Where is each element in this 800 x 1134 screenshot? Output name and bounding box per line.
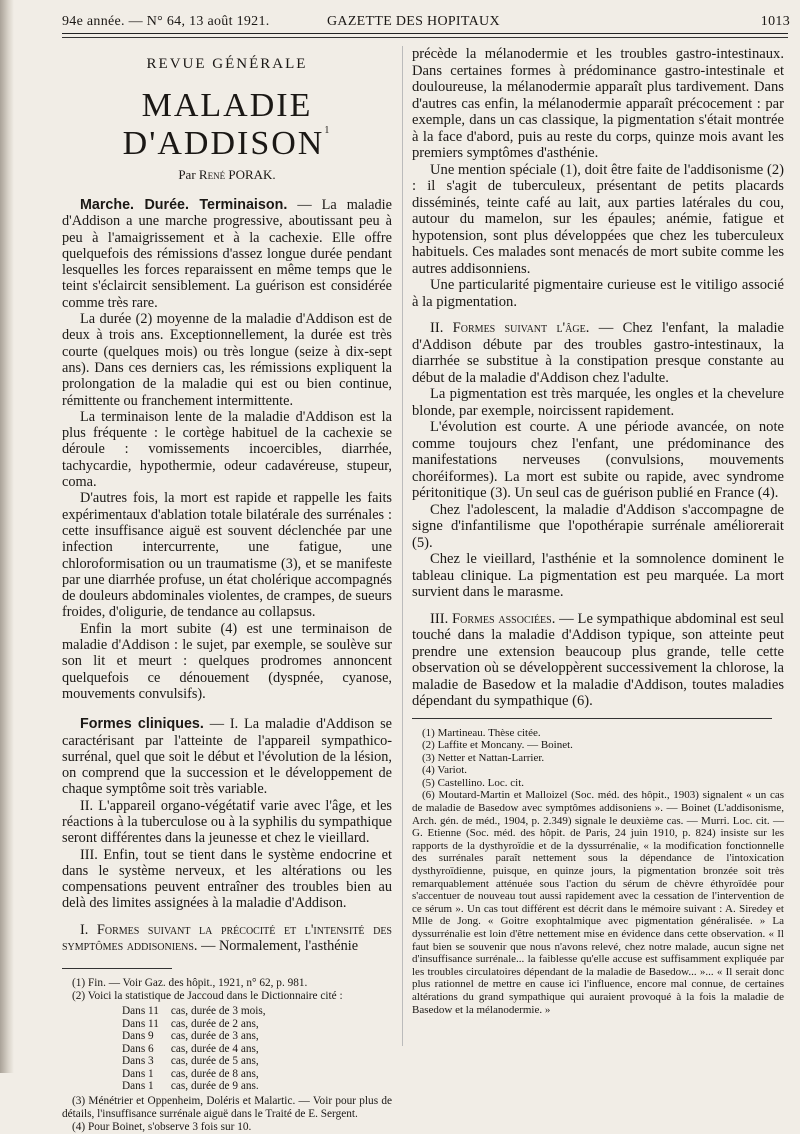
page-number: 1013	[760, 14, 790, 29]
paragraph: L'évolution est courte. A une période avancée, on note comme toujours chez l'enfant, une prédominance des manifestations nerveuses (convulsions, mouvements choréiformes). La mort est subite ou rapide, avec syndrome péritonitique (3). Un seul cas de guérison publié en France (4).	[412, 419, 784, 501]
footnote: (3) Netter et Nattan-Larrier.	[422, 751, 545, 764]
stat-row: Dans 1 cas, durée de 8 ans,	[122, 1067, 259, 1080]
paragraph: La pigmentation est très marquée, les ongles et la chevelure blonde, par exemple, noircissent rapidement.	[412, 386, 784, 419]
byline: Par René PORAK.	[178, 167, 276, 182]
footnote: (6) Moutard-Martin et Malloizel (Soc. méd. des hôpit., 1903) signalent « un cas de maladie de Basedow avec symptômes addisoniens ». — Boinet (L'addisonisme, Arch. gén. de méd., 1904, p. 2.349) signale le deuxième cas. — Murri. Loc. cit. — G. Etienne (Soc. méd. des hôpit. de Paris, 24 juin 1910, p. 824) insiste sur les rapports de la dysthyroïdie et de la dyssurrénalie, « la modification fonctionnelle des surrénales paraît nettement sous la dépendance de l'intoxication dysthyroïdienne, puisque, en quinze jours, la pigmentation bronzée soit très remarquablement atténuée sous l'action du sérum de chèvre éthyroïdée pour s'accentuer de nouveau tout aussi rapidement avec la cessation de l'intervention de ce sérum ». Un cas tout différent est décrit dans le mémoire suivant : A. Siredey et Mlle de Jong. « Goitre exophtalmique avec pigmentation généralisée. » La dyssurrénalie est loin d'être nettement mise en évidence dans cette observation. « Il faut bien se souvenir que nous n'avons relevé, chez notre malade, aucun signe net d'insuffisance surrénale... la faiblesse qu'elle accuse est suffisamment expliquée par les troubles circulatoires dépendant de la maladie de Basedow... »... « Il serait donc plus rationnel de mettre en cause ici l'influence, encore mal connue, de certaines altérations du grand sympathique qui auraient provoqué à la fois la maladie de Basedow et la mélanodermie. »	[412, 789, 784, 1016]
subsection-heading: II. Formes suivant l'âge.	[430, 320, 590, 336]
column-divider	[402, 46, 403, 1046]
issue-info: 94e année. — N° 64, 13 août 1921.	[62, 14, 270, 29]
subsection-heading: I. Formes suivant la précocité et l'intensité des symptômes addisoniens.	[62, 921, 392, 955]
footnote: (3) Ménétrier et Oppenheim, Doléris et Malartic. — Voir pour plus de détails, l'insuffisance surrénale aiguë dans le Traité de E. Sergent.	[62, 1094, 392, 1120]
paragraph: I. Formes suivant la précocité et l'intensité des symptômes addisoniens. — Normalement, l'asthénie	[62, 921, 392, 955]
paragraph-lead: Marche. Durée. Terminaison.	[80, 197, 288, 213]
paragraph: D'autres fois, la mort est rapide et rappelle les faits expérimentaux d'ablation totale bilatérale des surrénales : cette insuffisance aiguë est souvent déclenchée par une infection intercurrente, une fatigue, une chloroformisation ou un traumatisme (3), et se manifeste par une diarrhée profuse, un état cholérique accompagnés de douleurs abdominales violentes, de crampes, de sueurs froides, d'oligurie, de tendance au collapsus.	[62, 490, 392, 621]
stat-row: Dans 6 cas, durée de 4 ans,	[122, 1042, 259, 1055]
header-rule-thin	[62, 37, 788, 38]
footnote: (1) Fin. — Voir Gaz. des hôpit., 1921, n° 62, p. 981.	[72, 977, 308, 990]
paragraph: Chez l'adolescent, la maladie d'Addison s'accompagne de signe d'infantilisme que l'opothérapie surrénale améliorerait (5).	[412, 501, 784, 551]
footnote: (4) Pour Boinet, s'observe 3 fois sur 10.	[72, 1120, 252, 1133]
right-column	[412, 46, 784, 1016]
paragraph: III. Enfin, tout se tient dans le système endocrine et dans le système nerveux, et les altérations ou les compensations peuvent entraîner des troubles bien au delà des limites assignées à la maladie d'Addison.	[62, 846, 392, 912]
paragraph: Formes cliniques. — I. La maladie d'Addison se caractérisant par l'atteinte de l'appareil sympathico-surrénal, quel que soit le début et l'évolution de la lésion, on comprend que la succession et le développement de chaque symptôme soit très variable.	[62, 716, 392, 798]
footnote-rule	[62, 968, 172, 969]
page-spine-shadow	[0, 0, 14, 1073]
paragraph: Marche. Durée. Terminaison. — La maladie d'Addison a une marche progressive, aboutissant peu à peu à l'amaigrissement et à la cachexie. Elle offre quelquefois des rémissions d'assez longue durée pendant lesquelles les forces reparaissent en même temps que le teint s'éclaircit sensiblement. La guérison est considérée comme très rare.	[62, 197, 392, 311]
running-header	[62, 10, 790, 32]
paragraph: Enfin la mort subite (4) est une terminaison de maladie d'Addison : le sujet, par exemple, se soulève sur son lit et meurt : quelques prodromes annoncent quelquefois ce dénouement (dyspnée, cyanose, mouvements convulsifs).	[62, 620, 392, 702]
author-name: René PORAK.	[198, 167, 276, 182]
paragraph: précède la mélanodermie et les troubles gastro-intestinaux. Dans certaines formes à prédominance gastro-intestinale et douloureuse, la mélanodermie apparaît plus tardivement. Dans d'autres cas enfin, la mélanodermie apparaît précocement : par exemple, dans un cas classique, la pigmentation s'était montrée à la face d'abord, puis au reste du corps, quinze mois avant les premiers symptômes d'asthénie.	[412, 46, 784, 161]
paragraph: Une mention spéciale (1), doit être faite de l'addisonisme (2) : il s'agit de tuberculeux, présentant de petits placards disséminés, teinte café au lait, aux parties latérales du cou, autour du mamelon, sur les épaules; anémie, fatigue et hypotension, sont plus développées que chez les tuberculeux habituels. Ces malades sont menacés de mort subite comme les autres addisonniens.	[412, 161, 784, 277]
paragraph: Chez le vieillard, l'asthénie et la somnolence dominent le tableau clinique. La pigmentation est peu marquée. La mort survient dans le marasme.	[412, 551, 784, 600]
footnote: (2) Laffite et Moncany. — Boinet.	[422, 739, 573, 752]
stat-row: Dans 11 cas, durée de 3 mois,	[122, 1005, 266, 1018]
article-title: MALADIE D'ADDISON$^1$	[122, 87, 332, 162]
journal-name: GAZETTE DES HOPITAUX	[327, 14, 500, 29]
paragraph: Une particularité pigmentaire curieuse est le vitiligo associé à la pigmentation.	[412, 277, 784, 310]
paragraph: La terminaison lente de la maladie d'Addison est la plus fréquente : le cortège habituel de la cachexie se déroule : vomissements incoercibles, diarrhée, tachycardie, hypothermie, odeur cadavéreuse, stupeur, coma.	[62, 408, 392, 491]
footnote-rule	[412, 718, 772, 719]
stat-row: Dans 9 cas, durée de 3 ans,	[122, 1030, 259, 1043]
paragraph: La durée (2) moyenne de la maladie d'Addison est de deux à trois ans. Exceptionnellement, la durée est très courte (quelques mois) ou très longue (seize à dix-sept ans). Dans ces derniers cas, les rémissions expliquent la prolongation de la maladie qui est ou bien continue, rémittente ou franchement intermittente.	[62, 311, 392, 409]
subsection-heading: III. Formes associées.	[430, 610, 556, 627]
left-column	[62, 46, 392, 1134]
section-heading: REVUE GÉNÉRALE	[146, 56, 308, 72]
footnote: (5) Castellino. Loc. cit.	[422, 776, 525, 789]
paragraph: II. L'appareil organo-végétatif varie avec l'âge, et les réactions à la tuberculose ou à la syphilis du sympathique seront différentes dans la jeunesse et chez le vieillard.	[62, 797, 392, 847]
header-rule	[62, 33, 788, 34]
stat-row: Dans 11 cas, durée de 2 ans,	[122, 1017, 259, 1030]
stat-row: Dans 3 cas, durée de 5 ans,	[122, 1055, 259, 1068]
duration-statistics	[122, 1005, 392, 1093]
stat-row: Dans 1 cas, durée de 9 ans.	[122, 1080, 259, 1093]
paragraph-lead: Formes cliniques.	[80, 716, 204, 733]
paragraph: II. Formes suivant l'âge. — Chez l'enfant, la maladie d'Addison débute par des troubles gastro-intestinaux, la diarrhée se substitue à la constipation presque constante au début de la maladie d'Addison chez l'adulte.	[412, 320, 785, 386]
paragraph: III. Formes associées. — Le sympathique abdominal est seul touché dans la maladie d'Addison typique, son atteinte peut prendre une extension beaucoup plus grande, telle cette observation où se développèrent successivement la chlorose, la maladie de Basedow et la maladie d'Addison, toutes maladies dépendant du sympathique (6).	[412, 610, 784, 709]
footnote: (4) Variot.	[422, 764, 468, 777]
footnote: (2) Voici la statistique de Jaccoud dans le Dictionnaire cité :	[72, 990, 343, 1003]
title-footnote-mark: 1	[324, 125, 332, 136]
footnote: (1) Martineau. Thèse citée.	[422, 726, 541, 739]
